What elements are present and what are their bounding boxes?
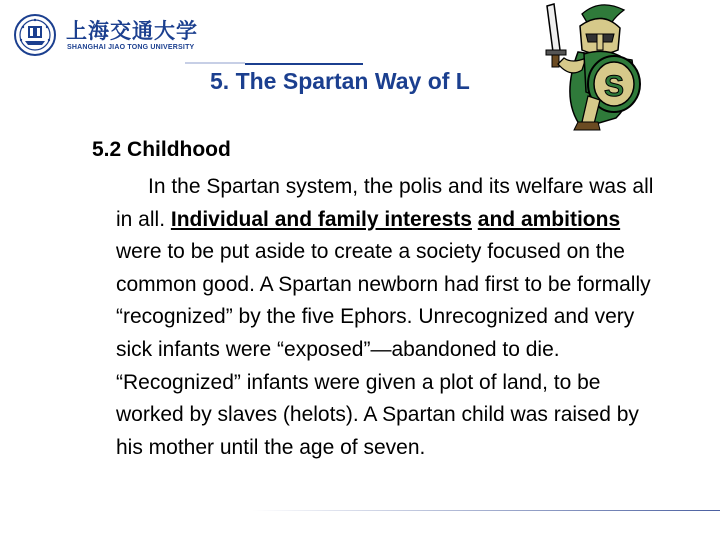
header-rule-light xyxy=(185,62,245,64)
body-text-rest: were to be put aside to create a society focused on the common good. A Spartan newborn had first to be formally “recognized” by the five Ephors. Unrecognized and very sick infants were “exposed”—abandoned to die. “Recognized” infants were given a plot of land, to be worked by slaves (helots). A Spartan child was raised by his mother until the age of seven. xyxy=(116,240,651,459)
spartan-warrior-mascot-icon xyxy=(520,0,660,140)
header-rule-dark xyxy=(245,63,363,65)
body-paragraph xyxy=(116,171,656,464)
link-and-ambitions[interactable]: and ambitions xyxy=(477,207,621,231)
university-name-en: SHANGHAI JIAO TONG UNIVERSITY xyxy=(67,44,195,51)
footer-rule xyxy=(0,510,720,511)
slide-title: 5. The Spartan Way of L xyxy=(210,68,470,94)
section-heading: 5.2 Childhood xyxy=(92,138,231,161)
body-text-start: In the Spartan system, the polis and its welfare was all in all. xyxy=(116,175,654,231)
link-individual-family-interests[interactable]: Individual and family interests xyxy=(170,207,472,231)
university-name-cn: 上海交通大学 xyxy=(66,18,198,43)
university-seal-icon xyxy=(14,14,56,56)
mascot-shield-letter: S xyxy=(603,70,625,103)
university-logo xyxy=(14,14,198,58)
